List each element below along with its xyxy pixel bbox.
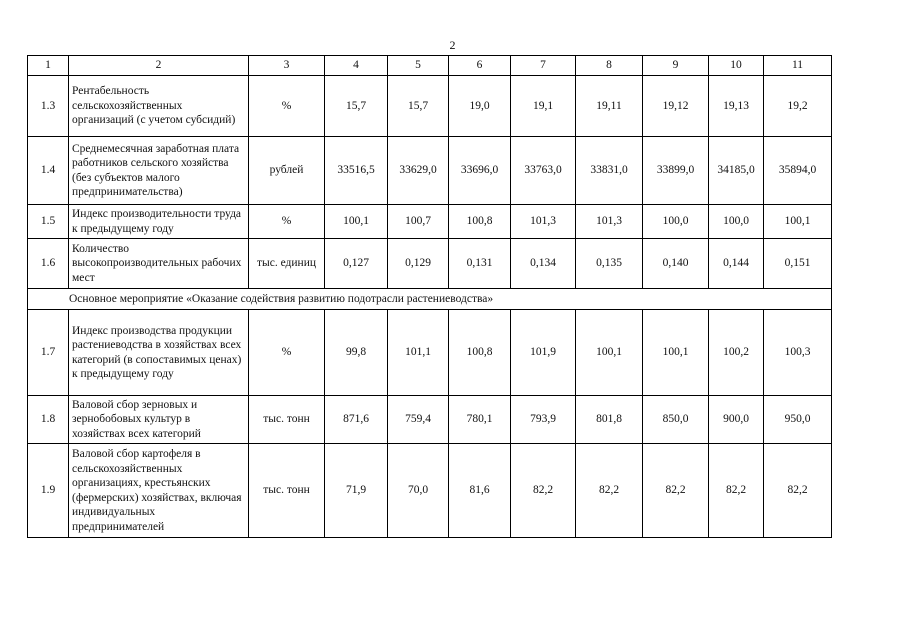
section-title: Основное мероприятие «Оказание содействия развитию подотрасли растениеводства»	[28, 289, 832, 310]
row-number: 1.5	[28, 205, 69, 239]
value-cell: 19,12	[643, 76, 709, 137]
value-cell: 82,2	[764, 444, 832, 538]
unit-cell: тыс. тонн	[249, 396, 325, 444]
value-cell: 81,6	[449, 444, 511, 538]
value-cell: 0,135	[576, 239, 643, 289]
value-cell: 100,1	[325, 205, 388, 239]
header-cell: 11	[764, 56, 832, 76]
value-cell: 19,1	[511, 76, 576, 137]
header-row	[28, 56, 832, 76]
value-cell: 0,129	[388, 239, 449, 289]
header-cell: 6	[449, 56, 511, 76]
value-cell: 33629,0	[388, 137, 449, 205]
value-cell: 100,1	[576, 310, 643, 396]
value-cell: 100,7	[388, 205, 449, 239]
value-cell: 33696,0	[449, 137, 511, 205]
table-row	[28, 205, 832, 239]
value-cell: 0,127	[325, 239, 388, 289]
value-cell: 33516,5	[325, 137, 388, 205]
value-cell: 101,3	[511, 205, 576, 239]
row-number: 1.9	[28, 444, 69, 538]
row-number: 1.6	[28, 239, 69, 289]
value-cell: 101,1	[388, 310, 449, 396]
page-number: 2	[449, 38, 456, 52]
value-cell: 100,1	[643, 310, 709, 396]
indicator-name: Валовой сбор зерновых и зернобобовых культур в хозяйствах всех категорий	[69, 396, 249, 444]
value-cell: 33763,0	[511, 137, 576, 205]
indicators-table	[27, 55, 832, 538]
indicator-name: Валовой сбор картофеля в сельскохозяйственных организациях, крестьянских (фермерских) хозяйствах, включая индивидуальных предпринимателей	[69, 444, 249, 538]
value-cell: 871,6	[325, 396, 388, 444]
value-cell: 100,2	[709, 310, 764, 396]
table-row	[28, 310, 832, 396]
value-cell: 33831,0	[576, 137, 643, 205]
value-cell: 100,8	[449, 310, 511, 396]
value-cell: 100,3	[764, 310, 832, 396]
value-cell: 759,4	[388, 396, 449, 444]
value-cell: 19,2	[764, 76, 832, 137]
value-cell: 793,9	[511, 396, 576, 444]
unit-cell: рублей	[249, 137, 325, 205]
value-cell: 19,13	[709, 76, 764, 137]
table-row	[28, 444, 832, 538]
unit-cell: %	[249, 76, 325, 137]
value-cell: 71,9	[325, 444, 388, 538]
value-cell: 100,8	[449, 205, 511, 239]
value-cell: 70,0	[388, 444, 449, 538]
value-cell: 15,7	[388, 76, 449, 137]
unit-cell: %	[249, 310, 325, 396]
table-row	[28, 239, 832, 289]
row-number: 1.7	[28, 310, 69, 396]
value-cell: 850,0	[643, 396, 709, 444]
header-cell: 2	[69, 56, 249, 76]
header-cell: 1	[28, 56, 69, 76]
table-row	[28, 76, 832, 137]
value-cell: 101,9	[511, 310, 576, 396]
value-cell: 900,0	[709, 396, 764, 444]
unit-cell: тыс. единиц	[249, 239, 325, 289]
value-cell: 82,2	[511, 444, 576, 538]
value-cell: 950,0	[764, 396, 832, 444]
table-row	[28, 396, 832, 444]
row-number: 1.8	[28, 396, 69, 444]
value-cell: 19,0	[449, 76, 511, 137]
value-cell: 34185,0	[709, 137, 764, 205]
value-cell: 101,3	[576, 205, 643, 239]
unit-cell: %	[249, 205, 325, 239]
indicator-name: Индекс производства продукции растениеводства в хозяйствах всех категорий (в сопоставимых ценах) к предыдущему году	[69, 310, 249, 396]
value-cell: 0,140	[643, 239, 709, 289]
row-number: 1.3	[28, 76, 69, 137]
value-cell: 99,8	[325, 310, 388, 396]
value-cell: 801,8	[576, 396, 643, 444]
value-cell: 82,2	[643, 444, 709, 538]
value-cell: 35894,0	[764, 137, 832, 205]
value-cell: 82,2	[576, 444, 643, 538]
header-cell: 5	[388, 56, 449, 76]
value-cell: 15,7	[325, 76, 388, 137]
value-cell: 19,11	[576, 76, 643, 137]
value-cell: 100,1	[764, 205, 832, 239]
value-cell: 100,0	[709, 205, 764, 239]
indicator-name: Количество высокопроизводительных рабочих мест	[69, 239, 249, 289]
value-cell: 0,151	[764, 239, 832, 289]
row-number: 1.4	[28, 137, 69, 205]
indicator-name: Рентабельность сельскохозяйственных организаций (с учетом субсидий)	[69, 76, 249, 137]
table-row	[28, 137, 832, 205]
section-row	[28, 289, 832, 310]
header-cell: 10	[709, 56, 764, 76]
unit-cell: тыс. тонн	[249, 444, 325, 538]
value-cell: 82,2	[709, 444, 764, 538]
header-cell: 8	[576, 56, 643, 76]
value-cell: 0,134	[511, 239, 576, 289]
value-cell: 100,0	[643, 205, 709, 239]
value-cell: 0,144	[709, 239, 764, 289]
header-cell: 9	[643, 56, 709, 76]
value-cell: 33899,0	[643, 137, 709, 205]
value-cell: 0,131	[449, 239, 511, 289]
header-cell: 3	[249, 56, 325, 76]
value-cell: 780,1	[449, 396, 511, 444]
header-cell: 7	[511, 56, 576, 76]
header-cell: 4	[325, 56, 388, 76]
indicator-name: Индекс производительности труда к предыдущему году	[69, 205, 249, 239]
indicator-name: Среднемесячная заработная плата работников сельского хозяйства (без субъектов малого предпринимательства)	[69, 137, 249, 205]
